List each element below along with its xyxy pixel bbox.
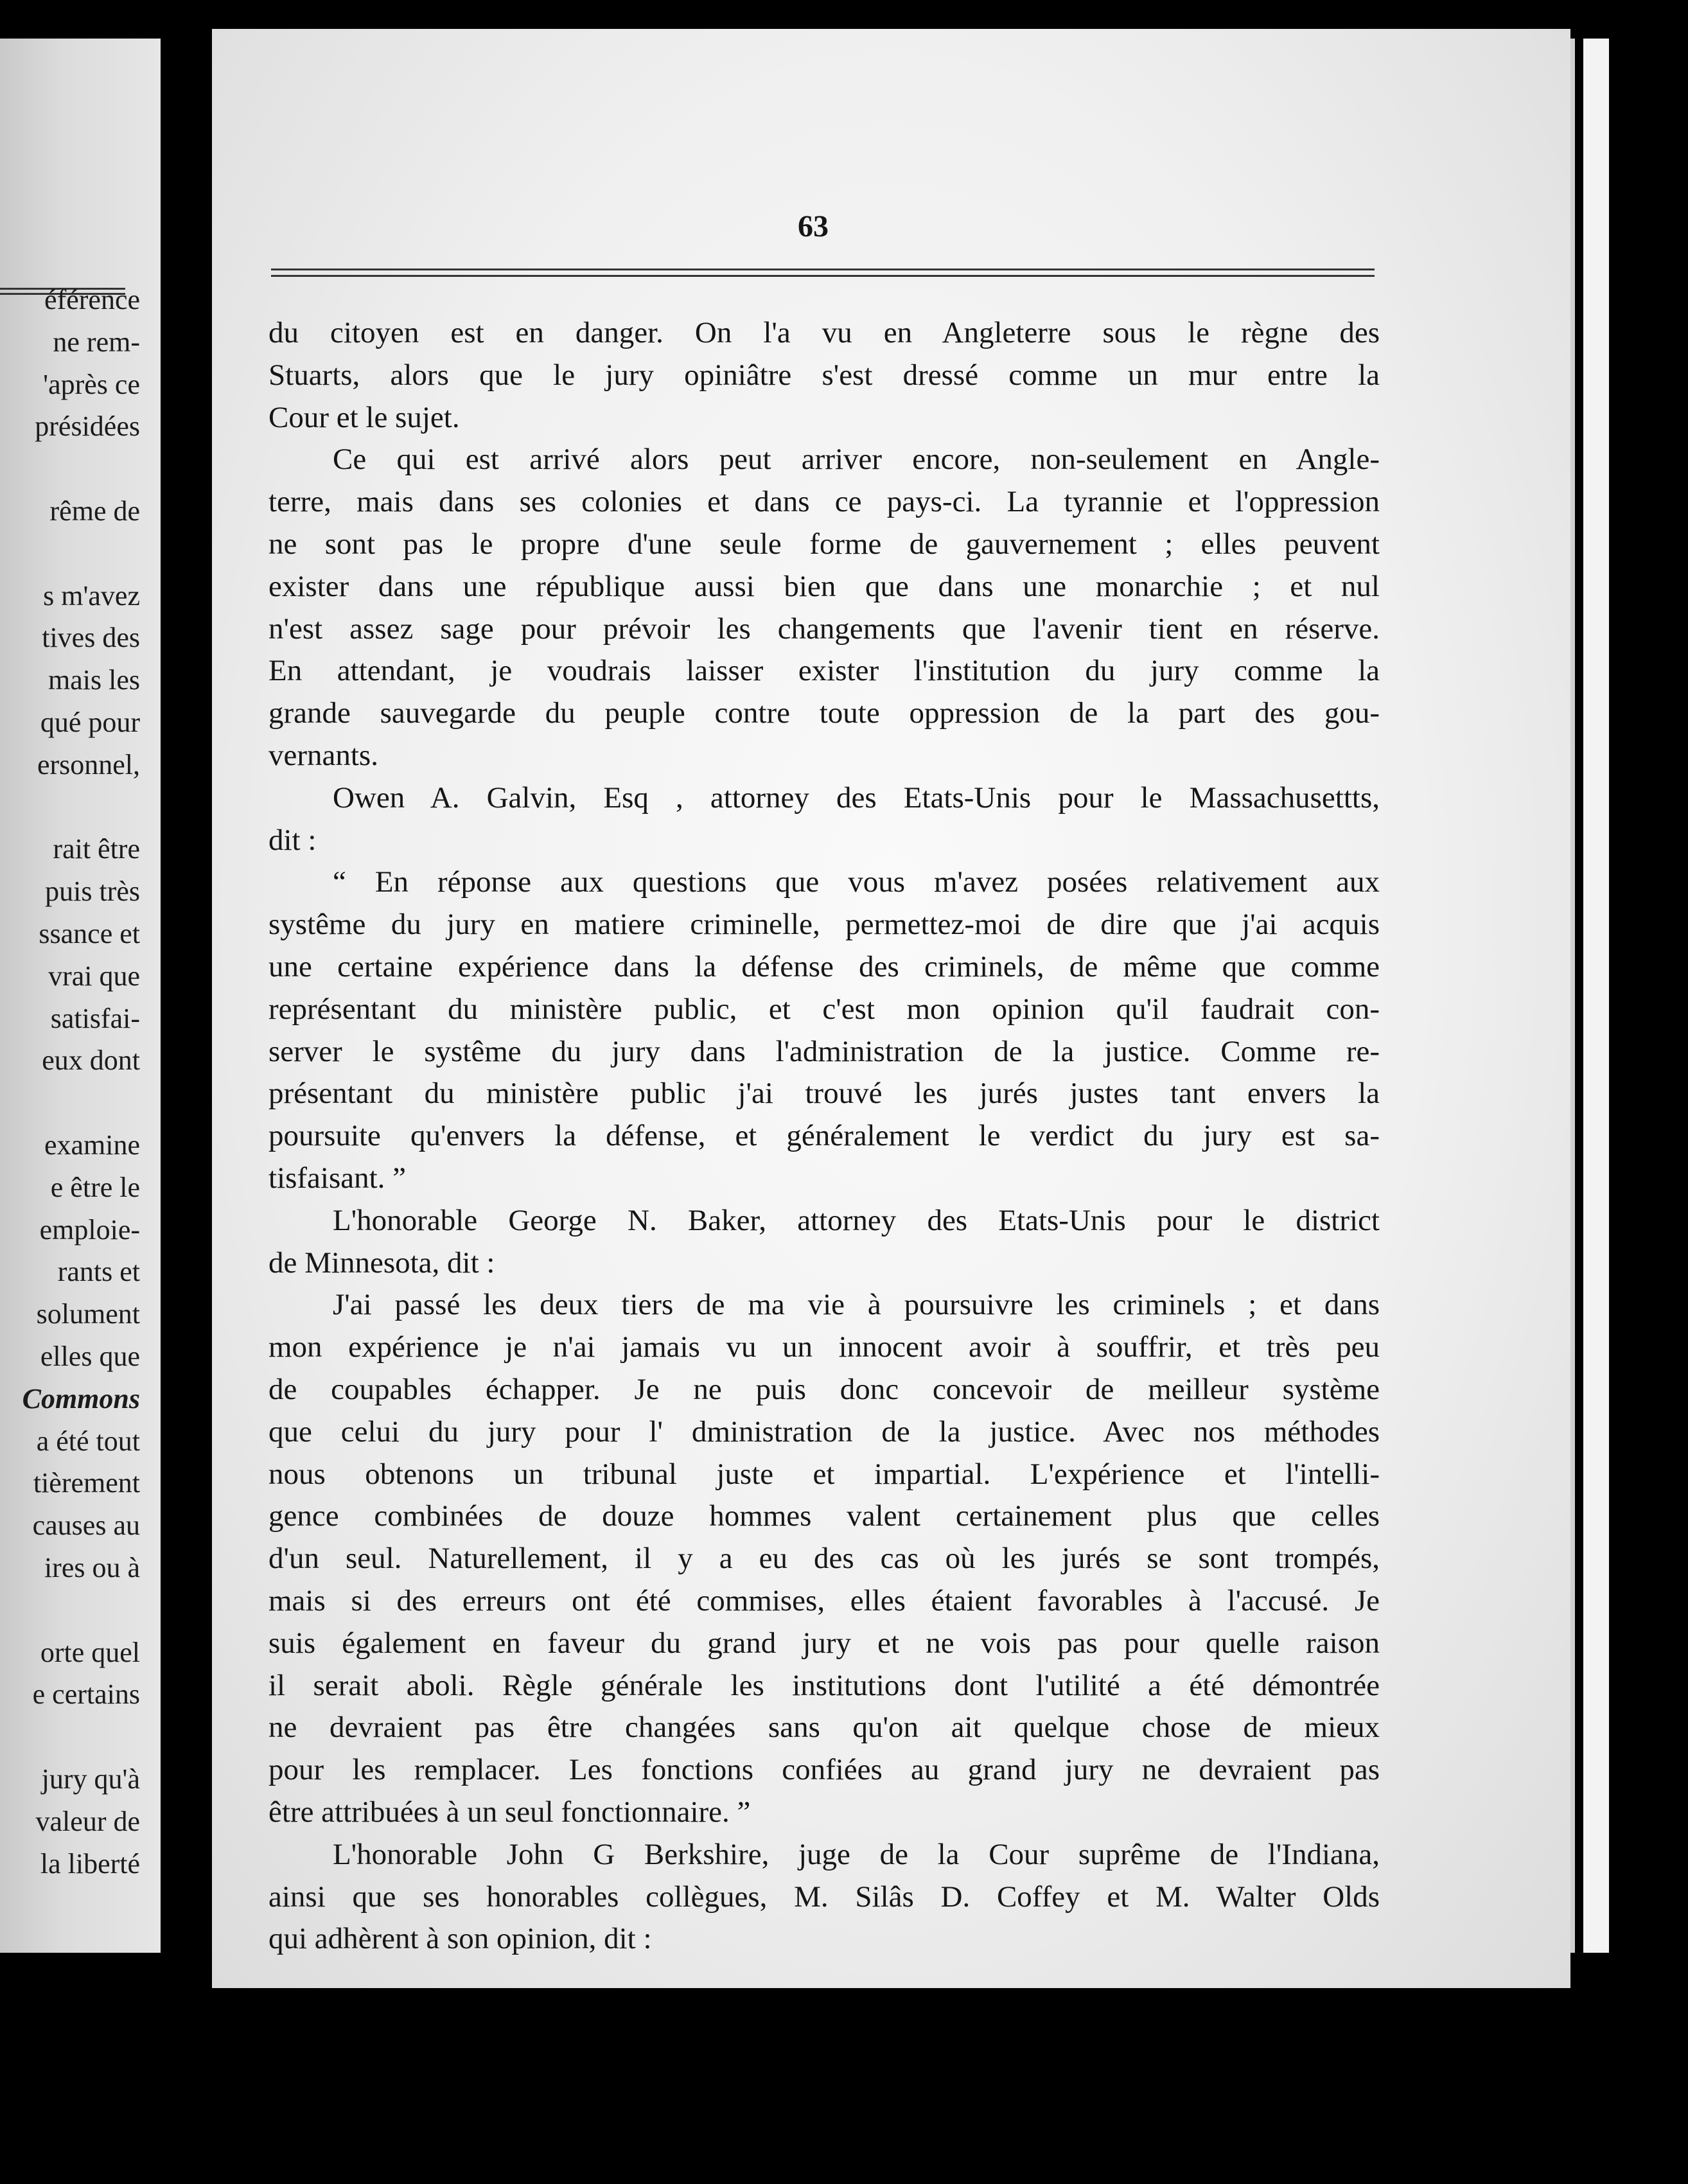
- text-line: Cour et le sujet.: [268, 400, 460, 434]
- text-line: du citoyen est en danger. On l'a vu en Angleterre sous le règne des: [268, 316, 1380, 349]
- text-line: que celui du jury pour l' dministration de la justice. Avec nos méthodes: [268, 1414, 1380, 1449]
- previous-page-line: elles que: [40, 1341, 140, 1372]
- text-line: de Minnesota, dit :: [268, 1246, 495, 1280]
- previous-page-line: orte quel: [40, 1636, 140, 1668]
- text-line: nous obtenons un tribunal juste et impartial. L'expérience et l'intelli-: [268, 1457, 1380, 1491]
- text-line: terre, mais dans ses colonies et dans ce pays-ci. La tyrannie et l'oppression: [268, 485, 1380, 519]
- header-rule: [271, 275, 1375, 277]
- text-line: de coupables échapper. Je ne puis donc concevoir de meilleur système: [268, 1373, 1380, 1406]
- text-line: systême du jury en matiere criminelle, permettez-moi de dire que j'ai acquis: [268, 908, 1380, 942]
- previous-page-line: satisfai-: [50, 1002, 140, 1034]
- previous-page-line: causes au: [32, 1510, 140, 1542]
- text-line: d'un seul. Naturellement, il y a eu des cas où les jurés se sont trompés,: [268, 1542, 1380, 1576]
- text-line: dit :: [268, 823, 317, 857]
- text-line: il serait aboli. Règle générale les institutions dont l'utilité a été démontrée: [268, 1668, 1380, 1702]
- header-rule: [271, 269, 1375, 270]
- previous-page: [0, 39, 161, 1953]
- previous-page-line: puis très: [45, 876, 140, 908]
- text-line: ne sont pas le propre d'une seule forme de gauvernement ; elles peuvent: [268, 527, 1380, 561]
- previous-page-line: qué pour: [40, 707, 140, 738]
- text-line: server le systême du jury dans l'administration de la justice. Comme re-: [268, 1034, 1380, 1068]
- previous-page-line: présidées: [35, 410, 140, 443]
- text-line: ainsi que ses honorables collègues, M. Silâs D. Coffey et M. Walter Olds: [268, 1880, 1380, 1914]
- text-line: représentant du ministère public, et c'est mon opinion qu'il faudrait con-: [268, 992, 1380, 1026]
- text-line: vernants.: [268, 739, 378, 772]
- previous-page-line: 'après ce: [43, 368, 140, 400]
- text-line: une certaine expérience dans la défense des criminels, de même que comme: [268, 950, 1380, 983]
- previous-page-line: la liberté: [40, 1847, 140, 1880]
- page-number: 63: [798, 209, 829, 243]
- text-line: être attribuées à un seul fonctionnaire. ”: [268, 1795, 751, 1829]
- previous-page-line: ssance et: [39, 918, 140, 949]
- text-line: En attendant, je voudrais laisser exister l'institution du jury comme la: [268, 654, 1380, 688]
- previous-page-line: mais les: [48, 664, 140, 696]
- text-line: suis également en faveur du grand jury et ne vois pas pour quelle raison: [268, 1626, 1380, 1660]
- previous-page-line: e être le: [50, 1171, 140, 1203]
- text-line: mon expérience je n'ai jamais vu un innocent avoir à souffrir, et très peu: [268, 1330, 1380, 1364]
- text-line: qui adhèrent à son opinion, dit :: [268, 1922, 652, 1956]
- previous-page-line: eux dont: [42, 1044, 140, 1077]
- previous-page-line: valeur de: [35, 1805, 140, 1837]
- previous-page-line: ires ou à: [44, 1552, 140, 1583]
- text-line: Stuarts, alors que le jury opiniâtre s'est dressé comme un mur entre la: [268, 358, 1380, 392]
- previous-page-line: rême de: [49, 495, 140, 527]
- previous-page-line: rants et: [57, 1256, 140, 1288]
- text-line: mais si des erreurs ont été commises, elles étaient favorables à l'accusé. Je: [268, 1584, 1380, 1617]
- text-line: poursuite qu'envers la défense, et généralement le verdict du jury est sa-: [268, 1119, 1380, 1153]
- previous-page-line: ersonnel,: [37, 748, 140, 780]
- text-line: exister dans une république aussi bien que dans une monarchie ; et nul: [268, 569, 1380, 603]
- text-line: ne devraient pas être changées sans qu'on ait quelque chose de mieux: [268, 1711, 1380, 1745]
- previous-page-line: éférence: [44, 284, 140, 315]
- text-line: n'est assez sage pour prévoir les changements que l'avenir tient en réserve.: [268, 612, 1380, 646]
- text-line: L'honorable George N. Baker, attorney des Etats-Unis pour le district: [333, 1203, 1380, 1237]
- page-edge: [1583, 39, 1609, 1953]
- previous-page-line: solument: [36, 1298, 140, 1330]
- previous-page-line: a été tout: [36, 1425, 140, 1457]
- previous-page-line: rait être: [53, 833, 140, 865]
- previous-page-line: examine: [44, 1129, 140, 1161]
- text-line: J'ai passé les deux tiers de ma vie à poursuivre les criminels ; et dans: [333, 1288, 1380, 1322]
- previous-page-line: tives des: [42, 622, 140, 654]
- text-line: Owen A. Galvin, Esq , attorney des Etats-Unis pour le Massachusettts,: [333, 780, 1380, 815]
- previous-page-line: emploie-: [39, 1213, 140, 1246]
- text-line: Ce qui est arrivé alors peut arriver encore, non-seulement en Angle-: [333, 443, 1380, 477]
- text-line: tisfaisant. ”: [268, 1161, 407, 1195]
- previous-page-line: e certains: [32, 1678, 140, 1711]
- text-line: gence combinées de douze hommes valent certainement plus que celles: [268, 1499, 1380, 1533]
- text-line: pour les remplacer. Les fonctions confiées au grand jury ne devraient pas: [268, 1753, 1380, 1787]
- previous-page-line: vrai que: [48, 960, 140, 992]
- previous-page-line: ne rem-: [53, 326, 140, 358]
- text-line: grande sauvegarde du peuple contre toute oppression de la part des gou-: [268, 696, 1380, 730]
- text-line: “ En réponse aux questions que vous m'avez posées relativement aux: [333, 865, 1380, 899]
- previous-page-line: jury qu'à: [41, 1763, 140, 1795]
- previous-page-line: Commons: [22, 1382, 140, 1414]
- previous-page-line: s m'avez: [43, 579, 140, 612]
- text-line: L'honorable John G Berkshire, juge de la Cour suprême de l'Indiana,: [333, 1837, 1380, 1871]
- previous-page-line: tièrement: [33, 1467, 140, 1499]
- text-line: présentant du ministère public j'ai trouvé les jurés justes tant envers la: [268, 1077, 1380, 1111]
